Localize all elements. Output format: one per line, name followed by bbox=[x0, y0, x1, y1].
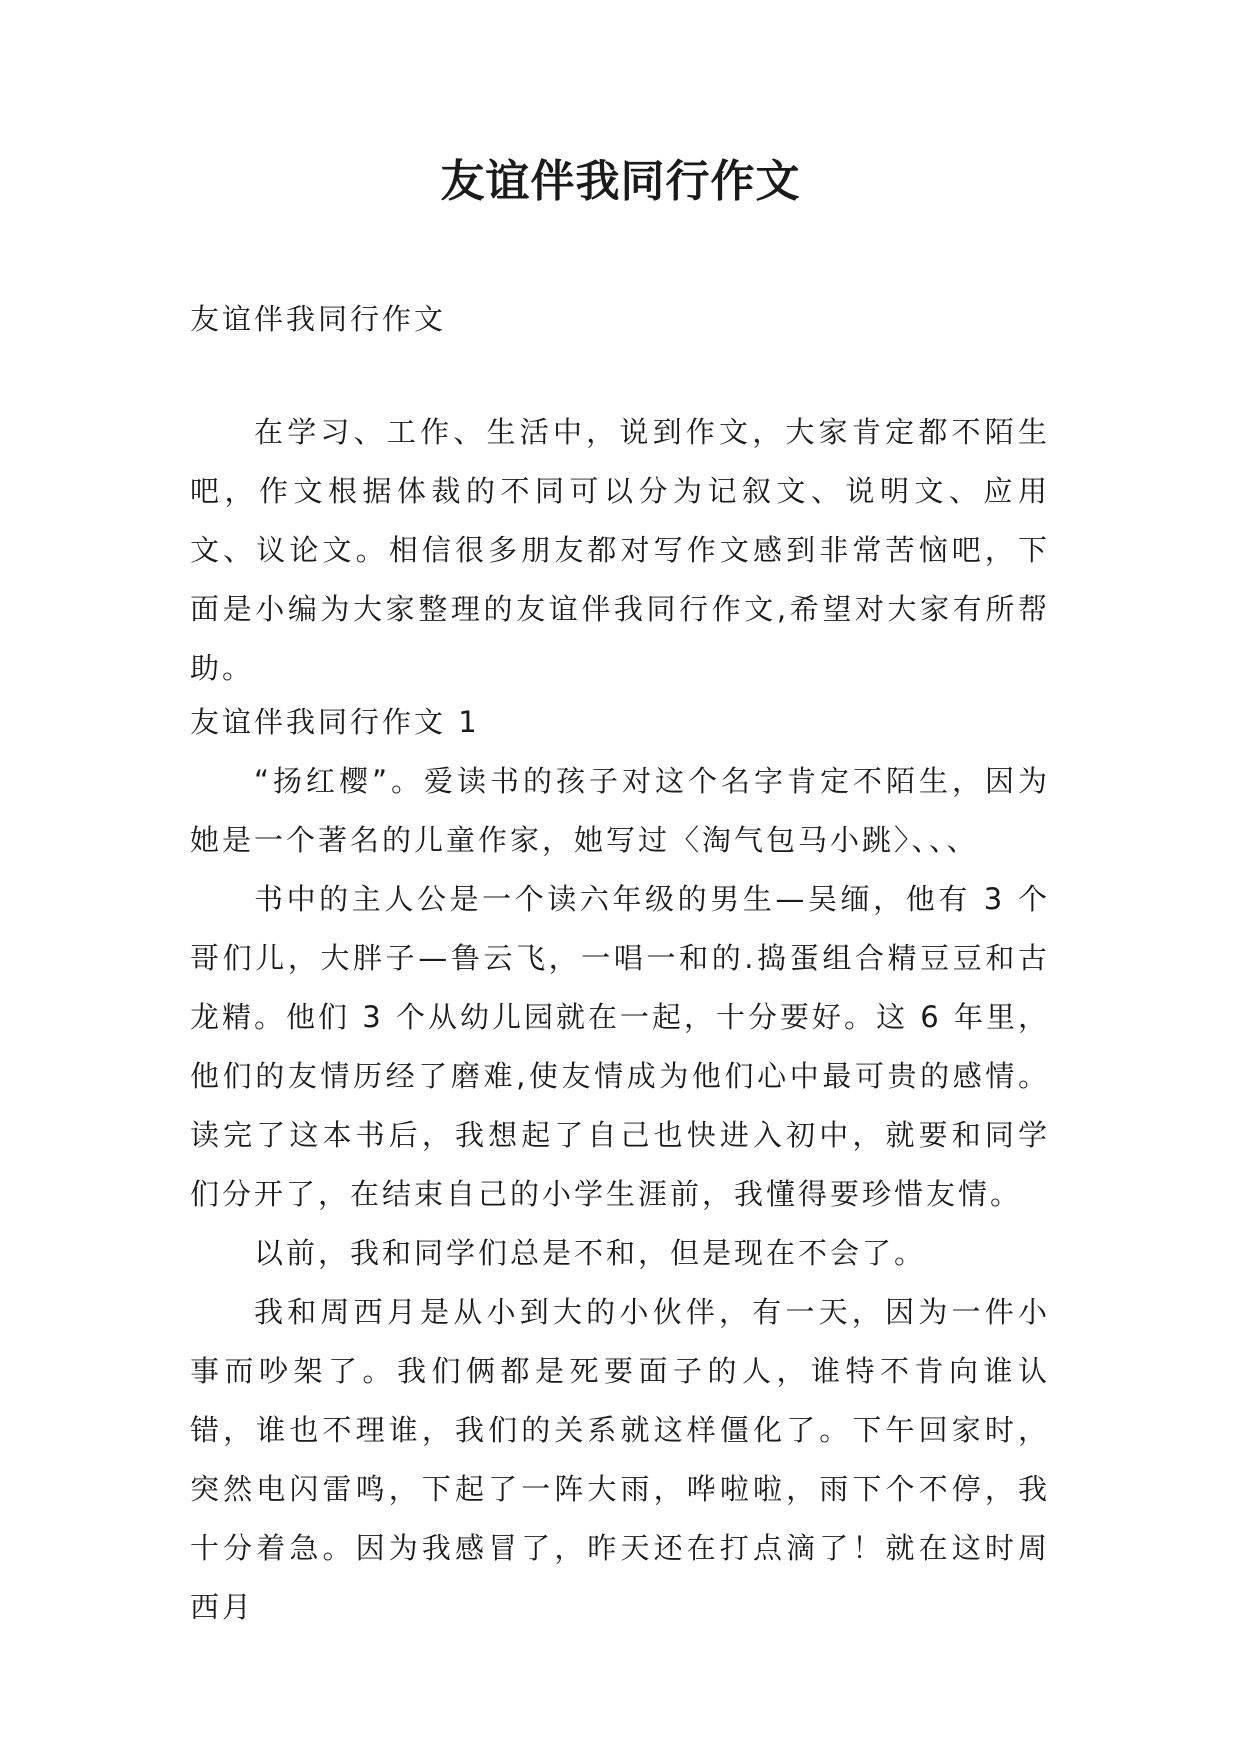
essay-paragraph-1: “扬红樱”。爱读书的孩子对这个名字肯定不陌生，因为她是一个著名的儿童作家，她写过〈淘气包马小跳〉、、、 bbox=[190, 764, 1050, 857]
document-title: 友谊伴我同行作文 bbox=[440, 156, 801, 207]
essay-paragraph-3: 以前，我和同学们总是不和，但是现在不会了。 bbox=[254, 1236, 927, 1270]
essay-section bbox=[190, 693, 1050, 1637]
essay-paragraph-4: 我和周西月是从小到大的小伙伴，有一天，因为一件小事而吵架了。我们俩都是死要面子的人，谁特不肯向谁认错，谁也不理谁，我们的关系就这样僵化了。下午回家时，突然电闪雷鸣，下起了一阵大雨，哗啦啦，雨下个不停，我十分着急。因为我感冒了，昨天还在打点滴了！就在这时周西月 bbox=[190, 1295, 1050, 1624]
intro-paragraph: 在学习、工作、生活中，说到作文，大家肯定都不陌生吧，作文根据体裁的不同可以分为记叙文、说明文、应用文、议论文。相信很多朋友都对写作文感到非常苦恼吧，下面是小编为大家整理的友谊伴我同行作文,希望对大家有所帮助。 bbox=[190, 415, 1050, 685]
document-subtitle: 友谊伴我同行作文 bbox=[190, 302, 447, 336]
essay-paragraph-2: 书中的主人公是一个读六年级的男生—吴缅，他有 3 个哥们儿，大胖子—鲁云飞，一唱一和的.捣蛋组合精豆豆和古龙精。他们 3 个从幼儿园就在一起，十分要好。这 6 年里，他们的友情历经了磨难,使友情成为他们心中最可贵的感情。读完了这本书后，我想起了自己也快进入初中，就要和同学们分开了，在结束自己的小学生涯前，我懂得要珍惜友情。 bbox=[190, 882, 1050, 1211]
essay-heading: 友谊伴我同行作文 1 bbox=[190, 705, 480, 739]
intro-section bbox=[190, 403, 1050, 698]
